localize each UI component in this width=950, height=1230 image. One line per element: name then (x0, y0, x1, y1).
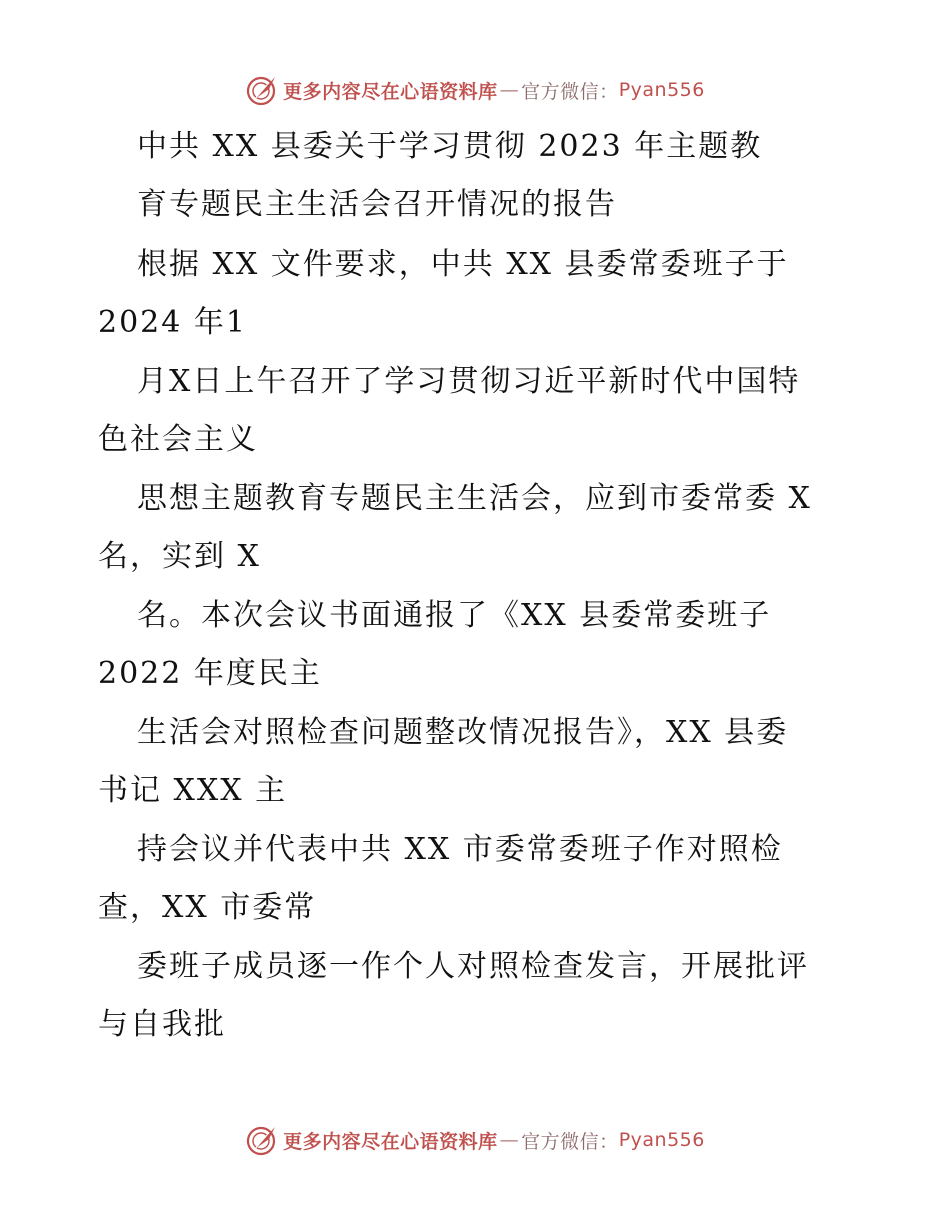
quill-logo-icon (245, 73, 279, 107)
watermark-account: Pyan556 (618, 1129, 705, 1151)
paragraph-line: 2022 年度民主 (98, 656, 322, 691)
quill-logo-icon (245, 1123, 279, 1157)
watermark-site-name: 更多内容尽在心语资料库 (283, 80, 498, 103)
paragraph-line: 持会议并代表中共 XX 市委常委班子作对照检 (137, 832, 783, 867)
paragraph-line: 生活会对照检查问题整改情况报告》，XX 县委 (137, 715, 789, 750)
paragraph-line: 名，实到 X (98, 539, 261, 574)
watermark-account: Pyan556 (618, 79, 705, 101)
document-title-line-1: 中共 XX 县委关于学习贯彻 2023 年主题教 (137, 129, 763, 164)
paragraph-line: 查，XX 市委常 (98, 890, 317, 925)
watermark-separator: — (499, 79, 520, 101)
paragraph-line: 委班子成员逐一作个人对照检查发言，开展批评 (137, 949, 809, 984)
paragraph-line: 根据 XX 文件要求，中共 XX 县委常委班子于 (137, 247, 789, 282)
watermark-separator: — (499, 1129, 520, 1151)
watermark-official-label: 官方微信： (521, 1130, 619, 1153)
footer-watermark (0, 1120, 950, 1160)
paragraph-line: 思想主题教育专题民主生活会，应到市委常委 X (137, 481, 812, 516)
document-title-line-2: 育专题民主生活会召开情况的报告 (137, 187, 617, 222)
watermark-site-name: 更多内容尽在心语资料库 (283, 1130, 498, 1153)
header-watermark (0, 70, 950, 110)
paragraph-line: 色社会主义 (98, 422, 258, 457)
paragraph-line: 名。本次会议书面通报了《XX 县委常委班子 (137, 598, 772, 633)
paragraph-line: 书记 XXX 主 (98, 773, 288, 808)
paragraph-line: 月X日上午召开了学习贯彻习近平新时代中国特 (137, 364, 801, 399)
paragraph-line: 2024 年1 (98, 305, 247, 340)
watermark-official-label: 官方微信： (521, 80, 619, 103)
paragraph-line: 与自我批 (98, 1007, 226, 1042)
